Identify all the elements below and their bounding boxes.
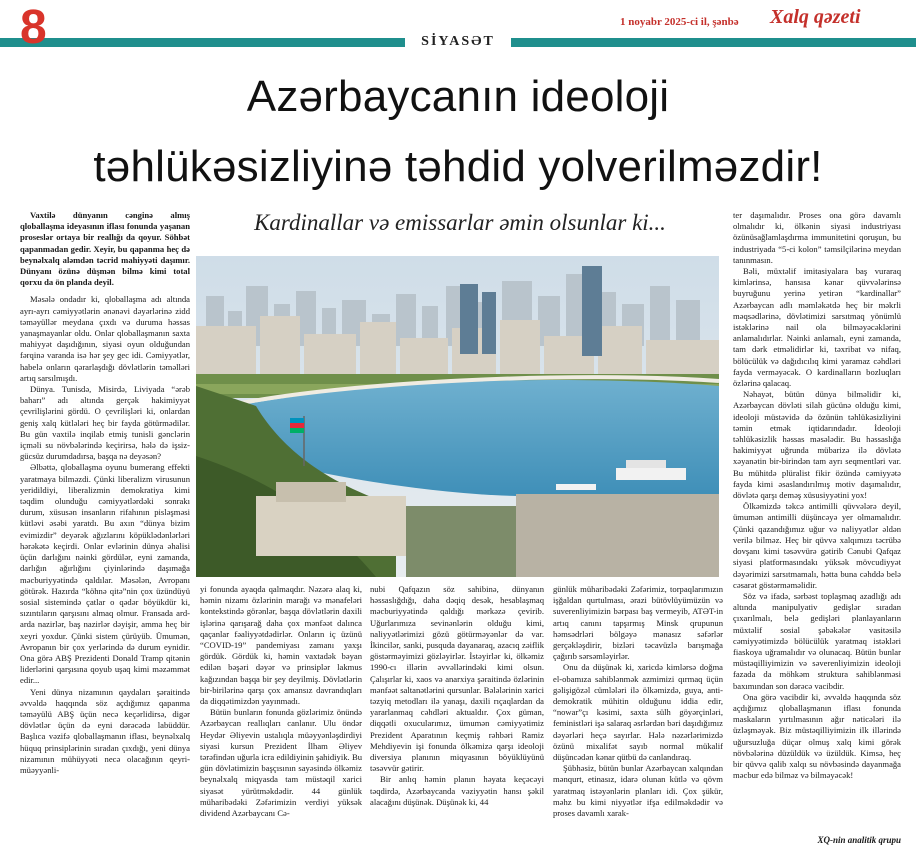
section-label: SİYASƏT <box>405 33 511 51</box>
article-column-5 <box>733 210 901 781</box>
paragraph: Əlbəttə, qloballaşma oyunu bumerang effekti yaratmaya bilməzdi. Çünki liberalizm virusunun yeridildiyi, liberalizmin demokratiya kimi təqdim olunduğu cəmiyyətlərdəki sonrakı durum, xüsusən insanların rifahının pisləşməsi kütləvi əsəbi yaratdı. Bu axın “dünya bizim evimizdir” deyərək ağızlarını köpüklədənlərləri hərəkətə keçirdi. Onlar evlərinin dünya əhalisi üçün darlığını nəinki gördülər, eyni zamanda, darlığın ağırlığını çiyinlərində daşımağa məcburiyyətində qaldılar. Məsələn, Avropanı götürək. Hazırda “köhnə qitə”nin çox üzündüyü sosial sistemində çatlar o qədər böyükdür ki, sızıntıların qarşısını almaq olmur. Fransada ard-arda nazirlər, baş nazirlər dəyişir, amma heç bir xeyri yoxdur. Çünki sistem çürüyüb. Ümumən, Avropanın bir çox yerlərində də durum eynidir. Ona görə ABŞ Prezidenti Donald Tramp qitənin liderlərini qarşısına qoyub uşaq kimi məzəmmət edir... <box>20 462 190 686</box>
paragraph: Bir anlıq həmin planın həyata keçəcəyi təqdirdə, Azərbaycanda vəziyyətin hansı şəkil alacağını düşünək. Düşünək ki, 44 <box>370 774 544 807</box>
paragraph: Söz və ifadə, sərbəst toplaşmaq azadlığı adı altında manipulyativ gedişlər sıradan çıxarılmalı, belə gedişləri planlayanların müxtəlif sosial şəbəkələr vasitəsilə cəmiyyətimizdə bölücülük yaratmaq istəkləri fiaskoya uğramalıdır və olunacaq. Bütün bunlar müstəqilliyimizin və səverenliyimizin ideoloji fazada da möhkəm struktura sahiblənməsi baxımından son dərəcə vacibdir. <box>733 590 901 691</box>
paragraph: Yeni dünya nizamının qaydaları şəraitində əvvəldə haqqında söz açdığımız qapanma təməyülü ABŞ üçün necə keçərlidirsə, digər dövlətlər üçün də eyni dərəcədə labüddür. Başlıca vəzifə qloballaşmanın iflası, beynəlxalq hüquq prinsiplərinin sıradan çıxdığı, yeni dünya nizamının mühüyyəti necə olacağının qeyri-müəyyənli- <box>20 686 190 775</box>
article-column-1 <box>20 210 190 776</box>
paragraph: Bütün bunların fonunda gözlərimiz önündə Azərbaycan reallıqları canlanır. Ulu öndər Heydər Əliyevin ustalıqla müəyyənləşdirdiyi siyasi kursun Prezident İlham Əliyev tərəfindən uğurla icra edildiyinin şahidiyik. Bu gün dövlətimizin başçısının sayəsində ölkəmiz beynəlxalq miqyasda tam müstəqil xarici siyasət yürütməkdədir. 44 günlük müharibədəki Zəfərimizin verdiyi yüksək dividend Azərbaycanı Cə- <box>200 707 362 819</box>
newspaper-masthead: Xalq qəzeti <box>770 6 861 28</box>
paragraph: Dünya. Tunisdə, Misirdə, Liviyada “ərəb baharı” adı altında gerçək hakimiyyət çevrilişlərini gördü. O çevrilişləri ki, onlardan geniş xalq kütlələri heç bir fayda götürmədilər. Bu gün vaxtilə inqilab etmiş tunisli gənclərin içməli su növbələrində keçirirsə, hələ də işsiz-gücsüz durumdadırsa, başqa nə deyəsən? <box>20 384 190 462</box>
paragraph: Ölkəmizdə təkcə antimilli qüvvələrə deyil, ümumən antimilli düşüncəyə yer olmamalıdır. Çünki qazandığımız uğur və naliyyətlər əldən verilə bilməz. Heç bir qüvvə xalqımızı təcrübə dovşanı kimi təsəvvürə gətirib Cənubi Qafqaz siyasi platformasındakı yüksək mövcudiyyət dəyərimizi sarsıtmamalı, hətta buna cəhddə belə cəsarət göstərməməlidir. <box>733 501 901 590</box>
paragraph: Şübhəsiz, bütün bunlar Azərbaycan xalqından mənqurt, etinasız, idarə olunan kütlə və qövm yaratmaq istəyənlərin planları idi. Çox şükür, məhz bu kimi niyyətlər ifşa edilməkdədir və proses davamlı xarak- <box>553 763 723 819</box>
article-signature: XQ-nin analitik qrupu <box>817 835 901 845</box>
baku-seaside-panorama-photo <box>196 256 719 577</box>
paragraph: ter daşımalıdır. Proses ona görə davamlı olmalıdır ki, ölkənin siyasi industriyası özünüsağlamlaşdırma immunitetini qoruşun, bu industriyada “5-ci kolon” təmsilçilərinə meydan tanınmasın. <box>733 210 901 265</box>
article-column-4 <box>553 584 723 819</box>
paragraph: Ona görə vacibdir ki, əvvəldə haqqında söz açdığımız qloballaşmanın iflası fonunda maskaların yırtılmasının ağır nəticələri ilə üzləşməyək. Biz müstəqilliyimizin ilk illərində uğursuzluğa düçar olmuş xalq kimi görək növbələrinə düzüldük və üzüldük. Kimsə, heç bir qüvvə qalib xalqı su növbəsində dayanmağa məcbur edə bilməz və bilməyəcək! <box>733 691 901 781</box>
paragraph: Bəli, müxtəlif imitasiyalara baş vuraraq kimlərinsə, hansısa kənar qüvvələrinsə buyruğunu yerinə yetirən “kardinallar” Azərbaycan adlı məmləkətdə heç bir məkrli məqsədlərinə, dövlətimizi sarsıtmaq yönümlü istəklərinə nail ola bilməyəcəklərini anlamalıdırlar. Nəinki anlamalı, eyni zamanda, tam dərk etməlidirlər ki, təxribat və nifaq, bölücülük və dağıdıcılıq kimi yaramaz cəhdləri fayda verməyəcək. O kardinalların bozluqları özlərinə qalacaq. <box>733 266 901 389</box>
headline-line-1: Azərbaycanın ideoloji <box>246 72 670 121</box>
headline-line-2: təhlükəsizliyinə təhdid yolverilməzdir! <box>93 142 823 191</box>
article-column-3 <box>370 584 544 808</box>
article-column-2 <box>200 584 362 819</box>
paragraph: günlük müharibədəki Zəfərimiz, torpaqlarımızın işğaldan qurtulması, ərazi bütövlüyümüzün və suverenliyimizin bərpası baş vermeyib, ATƏT-in artıq canını tapşırmış Minsk qrupunun həmsədrləri bölgəyə mənasız səfərlər gerçəkləşdirir, bizləri təcavüzlə barışmağa çağırıb sərsəmləyirlər. <box>553 584 723 662</box>
article-lead: Vaxtilə dünyanın cənginə almış qloballaşma ideyasının iflası fonunda yaşanan proseslər ortaya bir reallığı da qoyur. Söhbət qapanmadan gedir. Xeyir, bu qapanma heç də beynəlxalq aləmdən təcrid mahiyyəti daşımır. Dünyanı özünə düşmən bilmə kimi total qorxu da ön planda deyil. <box>20 210 190 288</box>
issue-date: 1 noyabr 2025-ci il, şənbə <box>620 16 739 28</box>
paragraph: Məsələ ondadır ki, qloballaşma adı altında ayrı-ayrı cəmiyyətlərin ənənəvi dəyərlərinə zidd təməyüllər meydana çıxdı və duruma həssas yanaşmayanlar oldu. Onlar qloballaşmanın saxta mahiyyət daşıdığının, siyasi oyun olduğundan fərqinə varanda isə hər şey gec idi. Cəmiyyətlər, habelə onların qərarlaşdığı dövlətlərin təməlləri artıq sarsılmışdı. <box>20 294 190 383</box>
paragraph: yi fonunda ayaqda qalmaqdır. Nəzərə alaq ki, həmin nizamı özlərinin marağı və mənafeləri kontekstində görənlər, başqa dövlətlərin daxili işlərinə qarışarağ daha çox mənfəət dalınca qaçanlar fəaliyyətdədirlər. Onların iç üzünü “COVID-19” pandemiyası zamanı yaxşı gördük. Gördük ki, həmin vaxtadək bəyan edilən bəşəri dəyər və prinsiplər lakmus kağızından başqa bir şey deyilmiş. Dövlətlərin bir-birilərinə qarşı çox amansız davrandıqları da diqqətimizdən yayınmadı. <box>200 584 362 707</box>
paragraph: Onu da düşünək ki, xaricdə kimlərsə doğma el-obamıza sahiblənmək azmimizi qırmaq üçün gəlişigözəl cümlələri ilə ölkəmizdə, guya, anti-demokratik mühitin olduğunu iddia edir, “nowar”çı kəsimi, saxta sülh göyərçinləri, feministləri işə salaraq əsrlərdən bəri daşıdığımız dəyərləri heçə sayırlar. Hələ nəzərlərimizdə özünü mixalifət sayıb normal mükalif düşüncədən kənar qütbü də canlandıraq. <box>553 662 723 763</box>
article-subtitle: Kardinallar və emissarlar əmin olsunlar ki... <box>254 210 666 235</box>
page-number: 8 <box>20 1 47 54</box>
paragraph: nubi Qafqazın söz sahibinə, dünyanın həssaslığdığı, daha dəqiq desək, hesablaşmaq məcburiyyətində qaldığı mərkəzə çevirib. Uğurlarımıza sevinənlərin olduğu kimi, naliyyətlərimizi gözü götürməyənlər də var. İkincilər, sanki, pusquda dayanaraq, azacıq zəiflik göstərməyimizi gözləyirlər. İstəyirlər ki, ölkəmiz 1990-cı illərin əvvəllərindəki kimi olsun. Çalışırlar ki, xaos və anarxiya şəraitində özlərinin mənfəət saltanətlərini qursunlar. Bələlərinin xarici təzyiq metodları ilə yanaşı, daxili rıçaqlardan da yararlanmaq cəhdləri aktualdır. Çox güman, diqqətli oxucularımız, ümumən cəmiyyətimiz Prezident Aparatının keçmiş rəhbəri Ramiz Mehdiyevin işi fonunda ölkəmizə qarşı ideoloji diversiya planının miqyasının böyüklüyünü təsəvvür gətirir. <box>370 584 544 774</box>
paragraph: Nəhayət, bütün dünya bilməlidir ki, Azərbaycan dövləti silah gücünə olduğu kimi, ideoloji müstəvidə də özünün təhlükəsizliyini təmin etmək iqtidarındadır. İdeoloji təhlükəsizlik həssas məsələdir. Bu həssaslığa hakimiyyət uğrunda mübarizə ilə dövlətə xəyanətin bir-birindən tam ayrı seqmentləri var. Bu mühitdə plüralist fikir özündə cəmiyyətə fayda kimi əsaslandırılmış motiv daşımalıdır, dövlətə qarşı deməş xüsusiyyətini yox! <box>733 389 901 501</box>
